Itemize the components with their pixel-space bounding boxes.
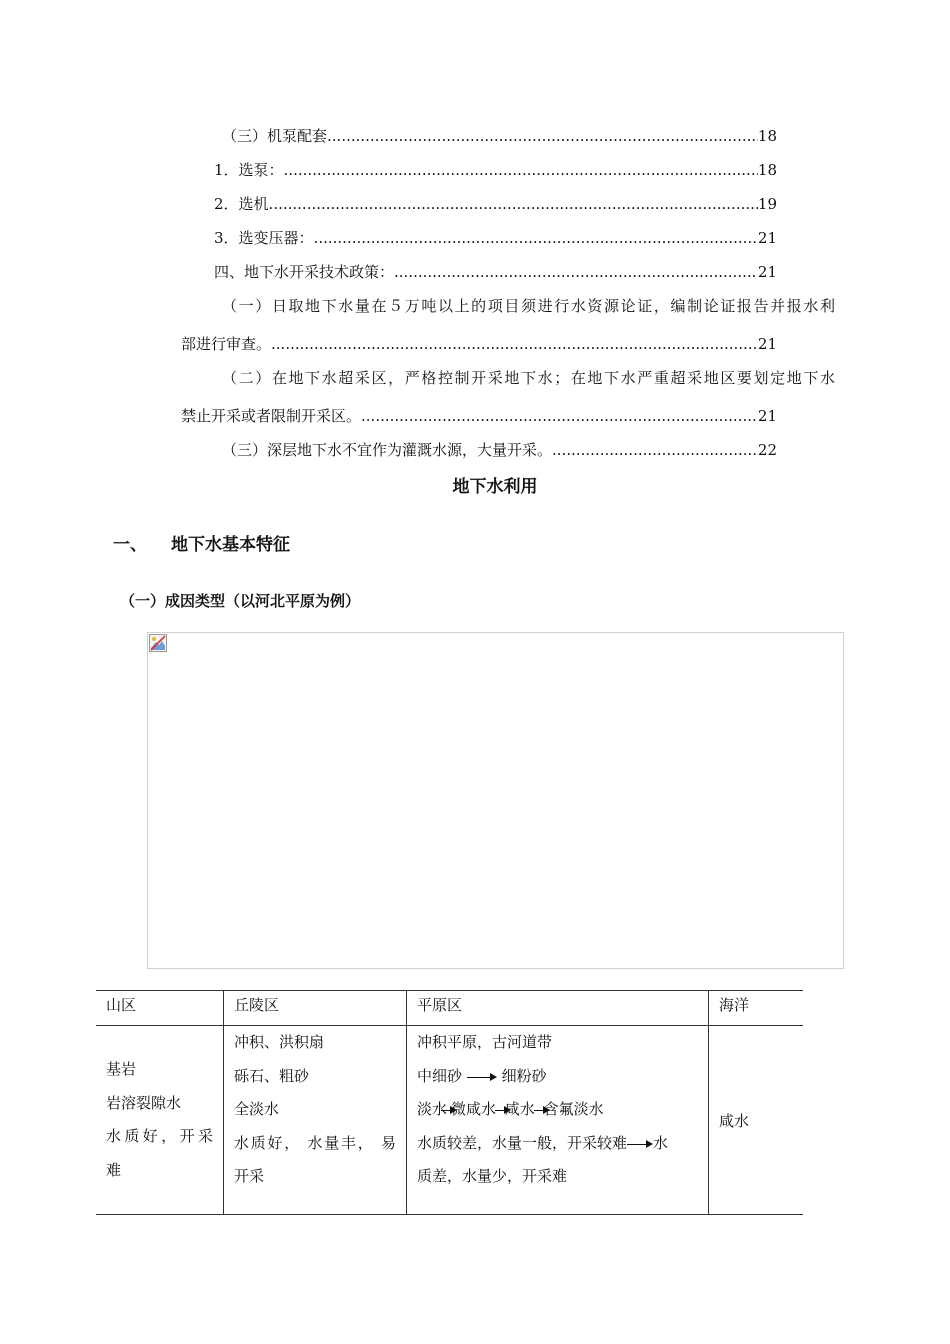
header-mountain: 山区 xyxy=(96,991,224,1026)
cell-line: 难 xyxy=(106,1160,122,1179)
header-plain: 平原区 xyxy=(407,991,709,1026)
toc-page-number: 18 xyxy=(757,161,777,179)
toc-item-label: 1．选泵： xyxy=(214,161,284,179)
toc-page-number: 22 xyxy=(757,441,777,459)
subsection-heading: （一）成因类型（以河北平原为例） xyxy=(120,592,361,610)
cell-line: 全淡水 xyxy=(234,1100,280,1118)
section-title: 地下水基本特征 xyxy=(171,535,290,555)
toc-item-label: 部进行审查。 xyxy=(181,335,272,353)
toc-item-label: 四、地下水开采技术政策： xyxy=(214,263,395,281)
header-ocean: 海洋 xyxy=(709,991,804,1026)
cell-line: 基岩 xyxy=(106,1060,137,1078)
toc-item-overexploitation-line2[interactable] xyxy=(181,406,777,426)
toc-item-select-transformer[interactable] xyxy=(214,228,777,248)
toc-page-number: 18 xyxy=(757,127,777,145)
toc-item-label: （一）日取地下水量在５万吨以上的项目须进行水资源论证，编制论证报告并报水利 xyxy=(222,297,835,315)
groundwater-zone-table xyxy=(96,990,803,1215)
cell-line: 咸水 xyxy=(719,1111,750,1130)
toc-item-label: （二）在地下水超采区，严格控制开采地下水；在地下水严重超采地区要划定地下水 xyxy=(222,369,835,387)
toc-item-pump-matching[interactable] xyxy=(222,126,777,146)
cell-hills xyxy=(224,1026,407,1215)
arrow-right-icon xyxy=(495,1105,511,1115)
toc-item-label: 3．选变压器： xyxy=(214,229,314,247)
toc-page-number: 21 xyxy=(757,263,777,281)
cell-plain xyxy=(407,1026,709,1215)
arrow-right-icon xyxy=(441,1105,457,1115)
toc-page-number: 21 xyxy=(757,229,777,247)
cell-line: 水质好，开采 xyxy=(106,1127,213,1145)
toc-item-label: （三）机泵配套 xyxy=(222,127,328,145)
cell-ocean xyxy=(709,1026,804,1215)
cell-line: 冲积平原，古河道带 xyxy=(417,1033,553,1051)
toc-page-number: 21 xyxy=(757,407,777,425)
figure-image-placeholder xyxy=(147,632,844,969)
toc-item-label: （三）深层地下水不宜作为灌溉水源，大量开采。 xyxy=(222,441,553,459)
toc-item-water-resource-demonstration-line1[interactable] xyxy=(222,296,835,316)
toc-page-number: 21 xyxy=(757,335,777,353)
arrow-right-icon xyxy=(627,1139,653,1149)
cell-line: 水质好， 水量丰， 易 xyxy=(234,1133,396,1152)
cell-line: 水质较差，水量一般，开采较难 水 xyxy=(417,1133,669,1152)
section-heading xyxy=(113,530,290,555)
table-header-row xyxy=(96,991,803,1026)
toc-item-select-motor[interactable] xyxy=(214,194,777,214)
section-number: 一、 xyxy=(113,535,147,555)
cell-line: 中细砂 细粉砂 xyxy=(417,1066,547,1085)
broken-image-icon xyxy=(149,634,167,652)
cell-line: 冲积、洪积扇 xyxy=(234,1033,325,1051)
cell-line: 岩溶裂隙水 xyxy=(106,1093,182,1112)
cell-line: 质差，水量少，开采难 xyxy=(417,1167,568,1185)
table-row xyxy=(96,1026,803,1215)
toc-page-number: 19 xyxy=(757,195,777,213)
cell-line: 淡水 微咸水 咸水 含氟淡水 xyxy=(417,1100,604,1118)
toc-item-label: 2．选机 xyxy=(214,195,269,213)
toc-item-policy[interactable] xyxy=(214,262,777,282)
toc-item-select-pump[interactable] xyxy=(214,160,777,180)
toc-item-water-resource-demonstration-line2[interactable] xyxy=(181,334,777,354)
header-hills: 丘陵区 xyxy=(224,991,407,1026)
cell-line: 砾石、粗砂 xyxy=(234,1066,310,1085)
arrow-right-icon xyxy=(534,1105,550,1115)
cell-line: 开采 xyxy=(234,1167,265,1185)
toc-item-deep-groundwater[interactable] xyxy=(222,440,777,460)
arrow-right-icon xyxy=(467,1072,497,1082)
cell-mountain xyxy=(96,1026,224,1215)
toc-item-overexploitation-line1[interactable] xyxy=(222,368,835,388)
toc-item-label: 禁止开采或者限制开采区。 xyxy=(181,407,362,425)
document-title: 地下水利用 xyxy=(452,477,538,497)
